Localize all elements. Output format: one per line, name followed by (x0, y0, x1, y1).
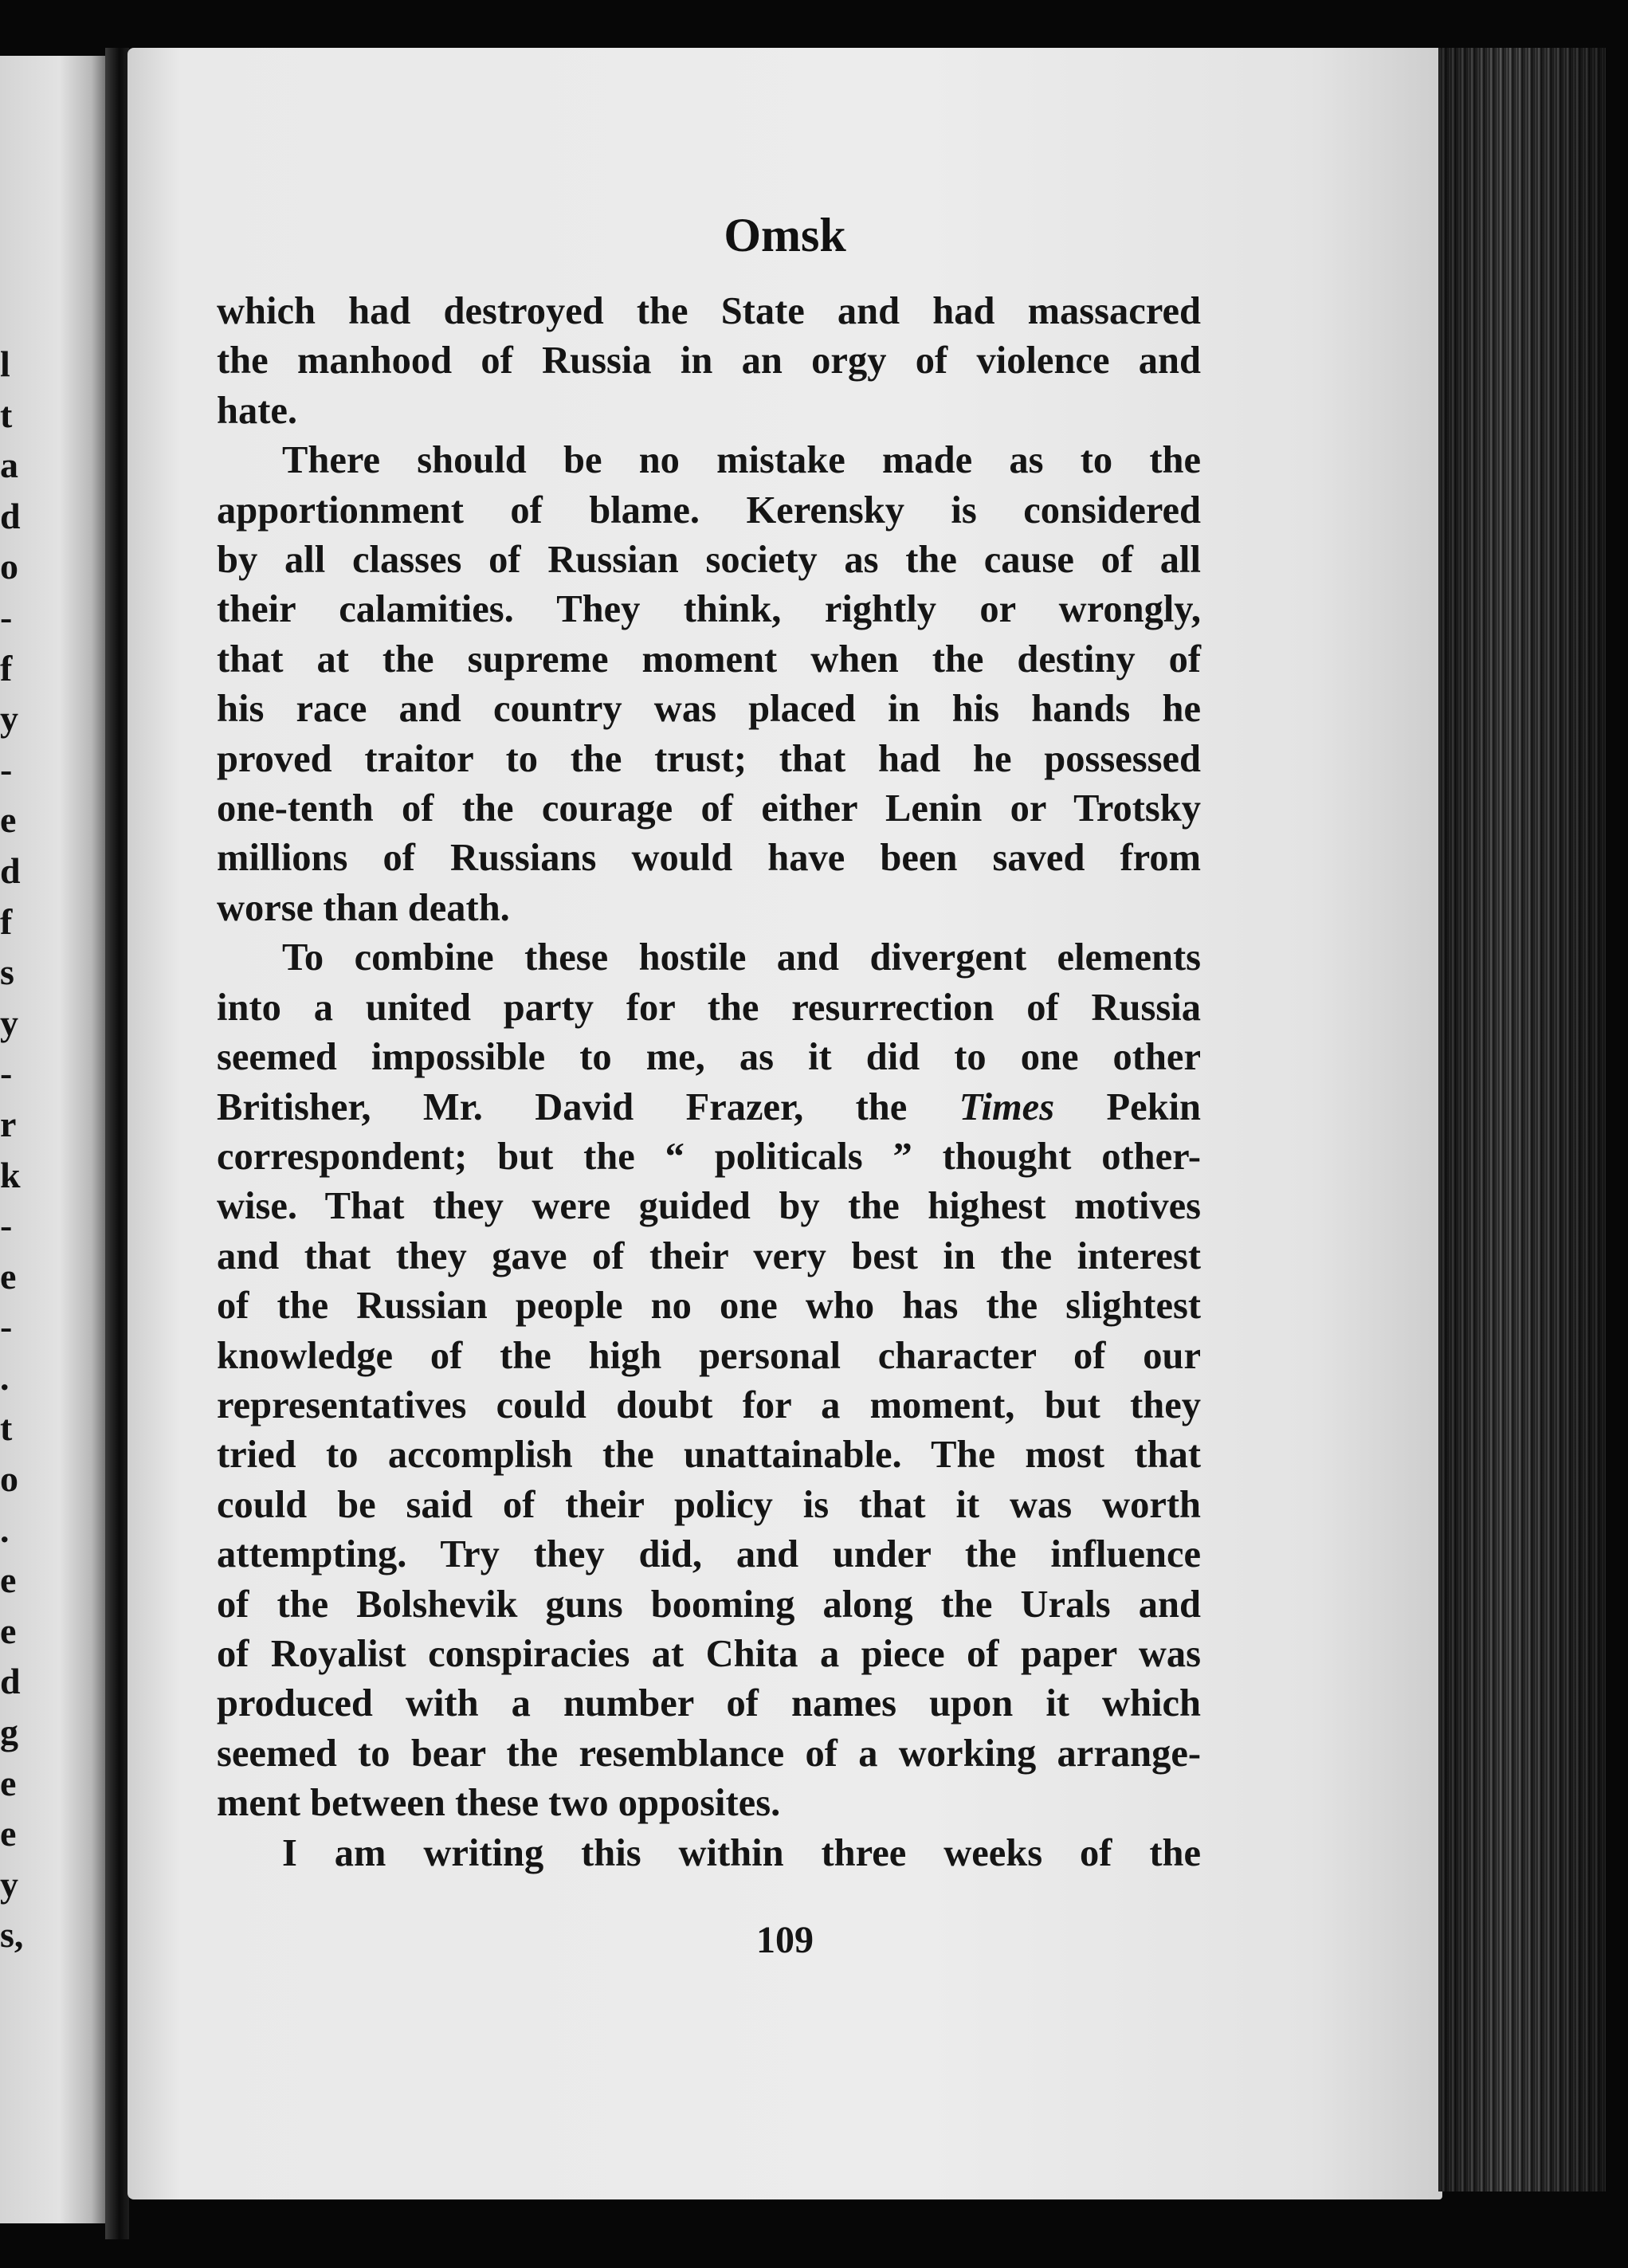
text-line: by all classes of Russian society as the cause of all (217, 539, 1201, 582)
text-line: apportionment of blame. Kerensky is considered (217, 489, 1201, 532)
text-line: representatives could doubt for a moment, but they (217, 1383, 1201, 1426)
text-fragment: Britisher, Mr. David Frazer, the (217, 1085, 908, 1128)
left-page-edge-char: t (0, 1407, 13, 1449)
text-line: tried to accomplish the unattainable. The most that (217, 1434, 1201, 1477)
left-page-edge-char: y (0, 1002, 18, 1043)
paragraph-blame (217, 436, 1201, 933)
left-page-cut-off-text (0, 339, 24, 1960)
left-page-edge-char: g (0, 1712, 18, 1753)
left-page-edge-char: e (0, 1813, 17, 1854)
page-number: 109 (756, 1919, 814, 1961)
left-page-edge-char: f (0, 647, 13, 689)
left-page-edge-char: l (0, 343, 10, 384)
left-page-edge-char: o (0, 546, 18, 587)
left-page-edge-char: e (0, 1255, 17, 1297)
text-line: of the Bolshevik guns booming along the Urals and (217, 1583, 1201, 1626)
text-line: proved traitor to the trust; that had he possessed (217, 737, 1201, 780)
text-line: millions of Russians would have been saved from (217, 837, 1201, 880)
text-line: which had destroyed the State and had massacred (217, 290, 1201, 332)
left-page-edge-char: y (0, 698, 18, 740)
left-page-edge-char: s (0, 952, 14, 993)
text-line: seemed to bear the resemblance of a working arrange- (217, 1732, 1201, 1775)
text-line: wise. That they were guided by the highest motives (217, 1185, 1201, 1228)
text-line: ment between these two opposites. (217, 1782, 781, 1825)
left-page-edge-char: - (0, 1053, 13, 1094)
text-line: worse than death. (217, 886, 510, 929)
text-line (217, 1083, 1201, 1132)
text-line: There should be no mistake made as to the (282, 439, 1201, 482)
left-facing-page (0, 56, 108, 2223)
body-text (217, 287, 1201, 1878)
left-page-edge-char: - (0, 748, 13, 790)
text-line: produced with a number of names upon it which (217, 1682, 1201, 1725)
left-page-edge-char: f (0, 901, 13, 942)
left-page-edge-char: . (0, 1509, 10, 1550)
left-page-edge-char: - (0, 1205, 13, 1246)
text-line: attempting. Try they did, and under the influence (217, 1533, 1201, 1576)
text-line: To combine these hostile and divergent elements (282, 936, 1201, 979)
text-line: and that they gave of their very best in the interest (217, 1234, 1201, 1277)
text-line: one-tenth of the courage of either Lenin or Trotsky (217, 787, 1201, 830)
left-page-edge-char: t (0, 394, 13, 435)
text-line: his race and country was placed in his hands he (217, 688, 1201, 731)
text-line: knowledge of the high personal character of our (217, 1334, 1201, 1377)
running-head: Omsk (724, 209, 846, 261)
left-page-edge-char: a (0, 445, 18, 486)
text-line: of Royalist conspiracies at Chita a piece of paper was (217, 1632, 1201, 1675)
paragraph-combine (217, 933, 1201, 1828)
left-page-edge-char: d (0, 850, 21, 891)
left-page-edge-char: o (0, 1458, 18, 1500)
text-fragment: Pekin (1106, 1085, 1202, 1128)
left-page-edge-char: - (0, 1306, 13, 1348)
text-line: into a united party for the resurrection of Russia (217, 986, 1201, 1029)
text-line: hate. (217, 389, 298, 432)
text-line: could be said of their policy is that it was worth (217, 1483, 1201, 1526)
paragraph-continuation (217, 287, 1201, 436)
left-page-edge-char: e (0, 1610, 17, 1651)
text-line: that at the supreme moment when the destiny of (217, 638, 1201, 681)
text-line: their calamities. They think, rightly or wrongly, (217, 588, 1201, 631)
text-line: seemed impossible to me, as it did to one other (217, 1036, 1201, 1079)
left-page-edge-char: d (0, 495, 21, 536)
left-page-edge-char: - (0, 596, 13, 638)
left-page-edge-char: k (0, 1154, 21, 1195)
left-page-edge-char: . (0, 1356, 10, 1398)
left-page-edge-char: e (0, 1560, 17, 1601)
left-page-edge-char: y (0, 1863, 18, 1905)
left-page-edge-char: e (0, 799, 17, 841)
paragraph-writing (217, 1829, 1201, 1878)
book-gutter (105, 48, 129, 2239)
text-line: of the Russian people no one who has the slightest (217, 1285, 1201, 1328)
left-page-edge-char: e (0, 1762, 17, 1803)
text-line: correspondent; but the “ politicals ” thought other- (217, 1135, 1201, 1178)
italic-title-times: Times (959, 1085, 1055, 1128)
text-line: the manhood of Russia in an orgy of violence and (217, 339, 1201, 383)
text-line: I am writing this within three weeks of the (282, 1831, 1201, 1874)
left-page-edge-char: s, (0, 1914, 24, 1956)
left-page-edge-char: r (0, 1103, 17, 1144)
left-page-edge-char: d (0, 1661, 21, 1702)
book-page-edges-shadow (1438, 48, 1606, 2191)
